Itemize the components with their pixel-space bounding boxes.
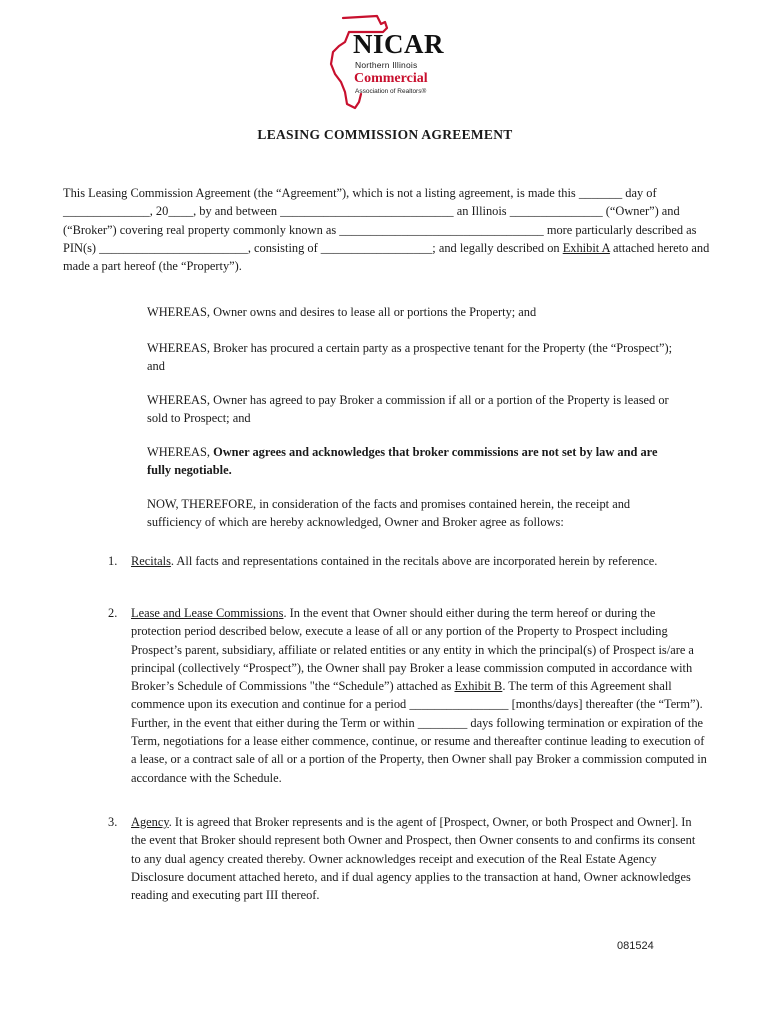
whereas-clause-1: WHEREAS, Owner owns and desires to lease all or portions the Property; and: [147, 305, 537, 319]
logo-line1: Northern Illinois: [355, 60, 418, 70]
section-text-b: . The term of this Agreement shall commence upon its execution and continue for a period ________________ [months/days] thereafter (the “Term”). Further, in the event that either during the Term or within ________ days following termination or expiration of the Term, negotiations for a lease either commence, continue, or resume and thereafter continue leading to execution of a lease, or a contract sale of all or a portion of the Property, then Owner shall pay Broker a commission computed in accordance with the Schedule.: [131, 679, 707, 785]
section-number: 3.: [108, 815, 118, 829]
whereas-4-bold: Owner agrees and acknowledges that broker commissions are not set by law and are fully negotiable.: [147, 445, 658, 478]
intro-text: This Leasing Commission Agreement (the “Agreement”), which is not a listing agreement, is made this _______ day of ______________, 20____, by and between ____________________________ an Illinois _______________ (“Owner”) and (“Broker”) covering real property commonly known as _________________________________ more particularly described as PIN(s) ________________________, consisting of __________________; and legally described on: [63, 186, 697, 255]
logo-name: NICAR: [353, 29, 445, 59]
section-number: 2.: [108, 606, 118, 620]
whereas-clause-2: WHEREAS, Broker has procured a certain party as a prospective tenant for the Property (the “Prospect”); and: [147, 341, 673, 374]
exhibit-b-link: Exhibit B: [454, 679, 503, 694]
section-body: [131, 813, 708, 904]
nicar-logo: [325, 12, 455, 112]
section-body: [131, 552, 708, 570]
section-heading: Lease and Lease Commissions: [131, 606, 284, 620]
exhibit-a-link: Exhibit A: [562, 240, 610, 255]
now-therefore-clause: NOW, THEREFORE, in consideration of the facts and promises contained herein, the receipt and sufficiency of which are hereby acknowledged, Owner and Broker agree as follows:: [147, 497, 631, 530]
intro-tail: attached hereto and made a part hereof (the “Property”).: [63, 240, 710, 274]
intro-paragraph: [63, 184, 713, 275]
whereas-clause-4: [147, 443, 677, 480]
whereas-4-prefix: WHEREAS,: [147, 445, 214, 459]
section-text: . All facts and representations contained in the recitals above are incorporated herein by reference.: [170, 554, 658, 568]
section-text: . It is agreed that Broker represents and is the agent of [Prospect, Owner, or both Prospect and Owner]. In the event that Broker should represent both Owner and Prospect, then Owner consents to and confirms its consent to any dual agency created thereby. Owner acknowledges receipt and execution of the Real Estate Agency Disclosure document attached hereto, and if dual agency applies to the transaction at hand, Owner acknowledges reading and executing part III thereof.: [131, 815, 696, 903]
logo-line3: Association of Realtors®: [355, 88, 427, 95]
section-body: [131, 604, 708, 787]
section-text-a: . In the event that Owner should either during the term hereof or during the protection period described below, execute a lease of all or any portion of the Property to Prospect including Prospect’s parent, subsidiary, affiliate or related entities or any entity in which the principal(s) of Prospect is/are a principal (collectively “Prospect”), the Owner shall pay Broker a lease commission computed in accordance with Broker’s Schedule of Commissions "the “Schedule”) attached as: [131, 606, 694, 694]
whereas-clause-3: WHEREAS, Owner has agreed to pay Broker a commission if all or a portion of the Property is leased or sold to Prospect; and: [147, 393, 669, 426]
document-title: LEASING COMMISSION AGREEMENT: [257, 127, 513, 142]
section-heading: Recitals: [131, 554, 171, 568]
section-heading: Agency: [131, 815, 169, 829]
logo-line2: Commercial: [354, 71, 428, 86]
section-number: 1.: [108, 554, 118, 568]
document-code: 081524: [617, 940, 654, 952]
